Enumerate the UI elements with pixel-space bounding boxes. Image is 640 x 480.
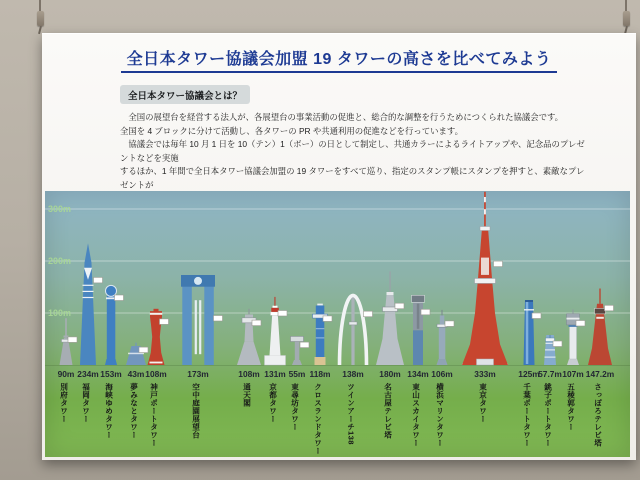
tower-11-illustration — [340, 295, 373, 365]
tower-name: 名古屋テレビ塔 — [383, 383, 393, 439]
tower-label-tag — [395, 303, 404, 309]
tower-height-label: 131m — [264, 369, 286, 379]
tower-label-tag — [160, 319, 169, 325]
poster-title: 全日本タワー協議会加盟 19 タワーの高さを比べてみよう — [121, 46, 558, 73]
tower-name: 東京タワー — [478, 383, 488, 423]
tower-height-label: 57.7m — [538, 369, 562, 379]
tower-label-tag — [300, 342, 309, 348]
ground-line — [45, 365, 630, 366]
tower-label-tag — [278, 311, 287, 317]
tower-name: 神戸ポートタワー — [149, 383, 159, 447]
tower-label-tag — [94, 277, 103, 283]
clip-body — [37, 11, 44, 26]
tower-height-label: 180m — [379, 369, 401, 379]
tower-height-label: 90m — [57, 369, 75, 379]
tower-height-label: 173m — [187, 369, 209, 379]
tower-height-label: 108m — [145, 369, 167, 379]
tower-3-illustration — [105, 285, 124, 365]
tower-2-illustration — [80, 243, 103, 365]
axis-label-200: 200m — [48, 256, 72, 266]
poster-header — [42, 33, 636, 73]
tower-name: 空中庭園展望台 — [191, 383, 201, 439]
tower-18-illustration — [567, 309, 586, 365]
hanging-clip-right — [619, 0, 633, 34]
tower-label-tag — [445, 321, 454, 327]
about-line: するほか、1 年間で全日本タワー協議会加盟の 19 タワーをすべて巡り、指定のスタンプ帳にスタンプを押すと、素敵なプレゼントが — [120, 166, 585, 191]
tower-7-illustration — [237, 309, 261, 365]
tower-label-tag — [605, 305, 614, 311]
tower-name: 東山スカイタワー — [411, 383, 421, 447]
tower-height-label: 106m — [431, 369, 453, 379]
tower-name: ツインアーチ138 — [346, 383, 356, 445]
tower-height-label: 55m — [288, 369, 306, 379]
tower-comparison-poster — [42, 33, 636, 460]
tower-6-illustration — [181, 275, 223, 365]
tower-16-illustration — [524, 300, 542, 365]
hanging-clip-left — [33, 0, 47, 34]
tower-name: 夢みなとタワー — [129, 383, 139, 439]
tower-name: 銚子ポートタワー — [543, 383, 553, 447]
tower-17-illustration — [544, 335, 562, 365]
tower-height-chart — [45, 191, 630, 457]
tower-name: さっぽろテレビ塔 — [593, 383, 603, 447]
about-line: 全国の展望台を経営する法人が、各展望台の事業活動の促進と、総合的な調整を行うためにつくられた協議会です。 — [120, 112, 564, 122]
tower-label-tag — [323, 316, 332, 322]
axis-label-300: 300m — [48, 204, 72, 214]
tower-height-label: 333m — [474, 369, 496, 379]
tower-13-illustration — [412, 295, 431, 365]
tower-name: 五稜郭タワー — [566, 383, 576, 431]
tower-height-label: 107m — [562, 369, 584, 379]
tower-label-tag — [252, 320, 261, 326]
tower-height-label: 138m — [342, 369, 364, 379]
tower-label-tag — [494, 261, 503, 267]
tower-name: 横浜マリンタワー — [435, 383, 445, 447]
tower-name: 京都タワー — [268, 383, 278, 423]
tower-label-tag — [532, 313, 541, 319]
clip-wire — [625, 0, 627, 11]
tower-label-tag — [214, 316, 223, 322]
tower-name: 千葉ポートタワー — [522, 383, 532, 447]
tower-4-illustration — [126, 343, 148, 365]
tower-height-label: 234m — [77, 369, 99, 379]
tower-height-label: 147.2m — [585, 369, 615, 379]
tower-height-label: 43m — [127, 369, 145, 379]
tower-1-illustration — [60, 318, 78, 365]
clip-wire — [39, 0, 41, 11]
tower-15-illustration — [462, 192, 508, 365]
tower-label-tag — [139, 347, 148, 353]
tower-label-tag — [364, 311, 373, 317]
tower-8-illustration — [265, 297, 288, 365]
about-line: 協議会では毎年 10 月 1 日を 10（テン）1（ボー）の日として制定し、共通カラーによるライトアップや、記念品のプレゼントなどを実施 — [120, 139, 585, 163]
tower-12-illustration — [376, 271, 404, 365]
about-line: 全国を 4 ブロックに分けて活動し、各タワーの PR や共通利用の促進などを行っています。 — [120, 125, 464, 136]
tower-height-label: 108m — [238, 369, 260, 379]
tower-19-illustration — [588, 289, 614, 366]
about-section — [120, 85, 588, 206]
tower-height-label: 153m — [100, 369, 122, 379]
about-heading-chip: 全日本タワー協議会とは？ — [120, 85, 250, 104]
clip-body — [623, 11, 630, 26]
tower-5-illustration — [148, 309, 169, 365]
tower-height-label: 134m — [407, 369, 429, 379]
tower-height-label: 118m — [309, 369, 331, 379]
tower-label-tag — [576, 321, 585, 327]
tower-label-tag — [68, 337, 77, 343]
tower-9-illustration — [291, 336, 310, 365]
tower-name: 海峡ゆめタワー — [104, 383, 114, 439]
tower-name: 東尋坊タワー — [290, 383, 300, 431]
tower-height-label: 125m — [518, 369, 540, 379]
tower-14-illustration — [437, 310, 455, 365]
tower-name: 福岡タワー — [81, 383, 91, 423]
tower-label-tag — [553, 341, 562, 347]
tower-name: 通天閣 — [242, 383, 252, 407]
tower-name: クロスランドタワー — [313, 383, 323, 455]
tower-label-tag — [421, 309, 430, 315]
tower-label-tag — [115, 295, 124, 301]
tower-name: 別府タワー — [59, 383, 69, 423]
axis-label-100: 100m — [48, 308, 72, 318]
